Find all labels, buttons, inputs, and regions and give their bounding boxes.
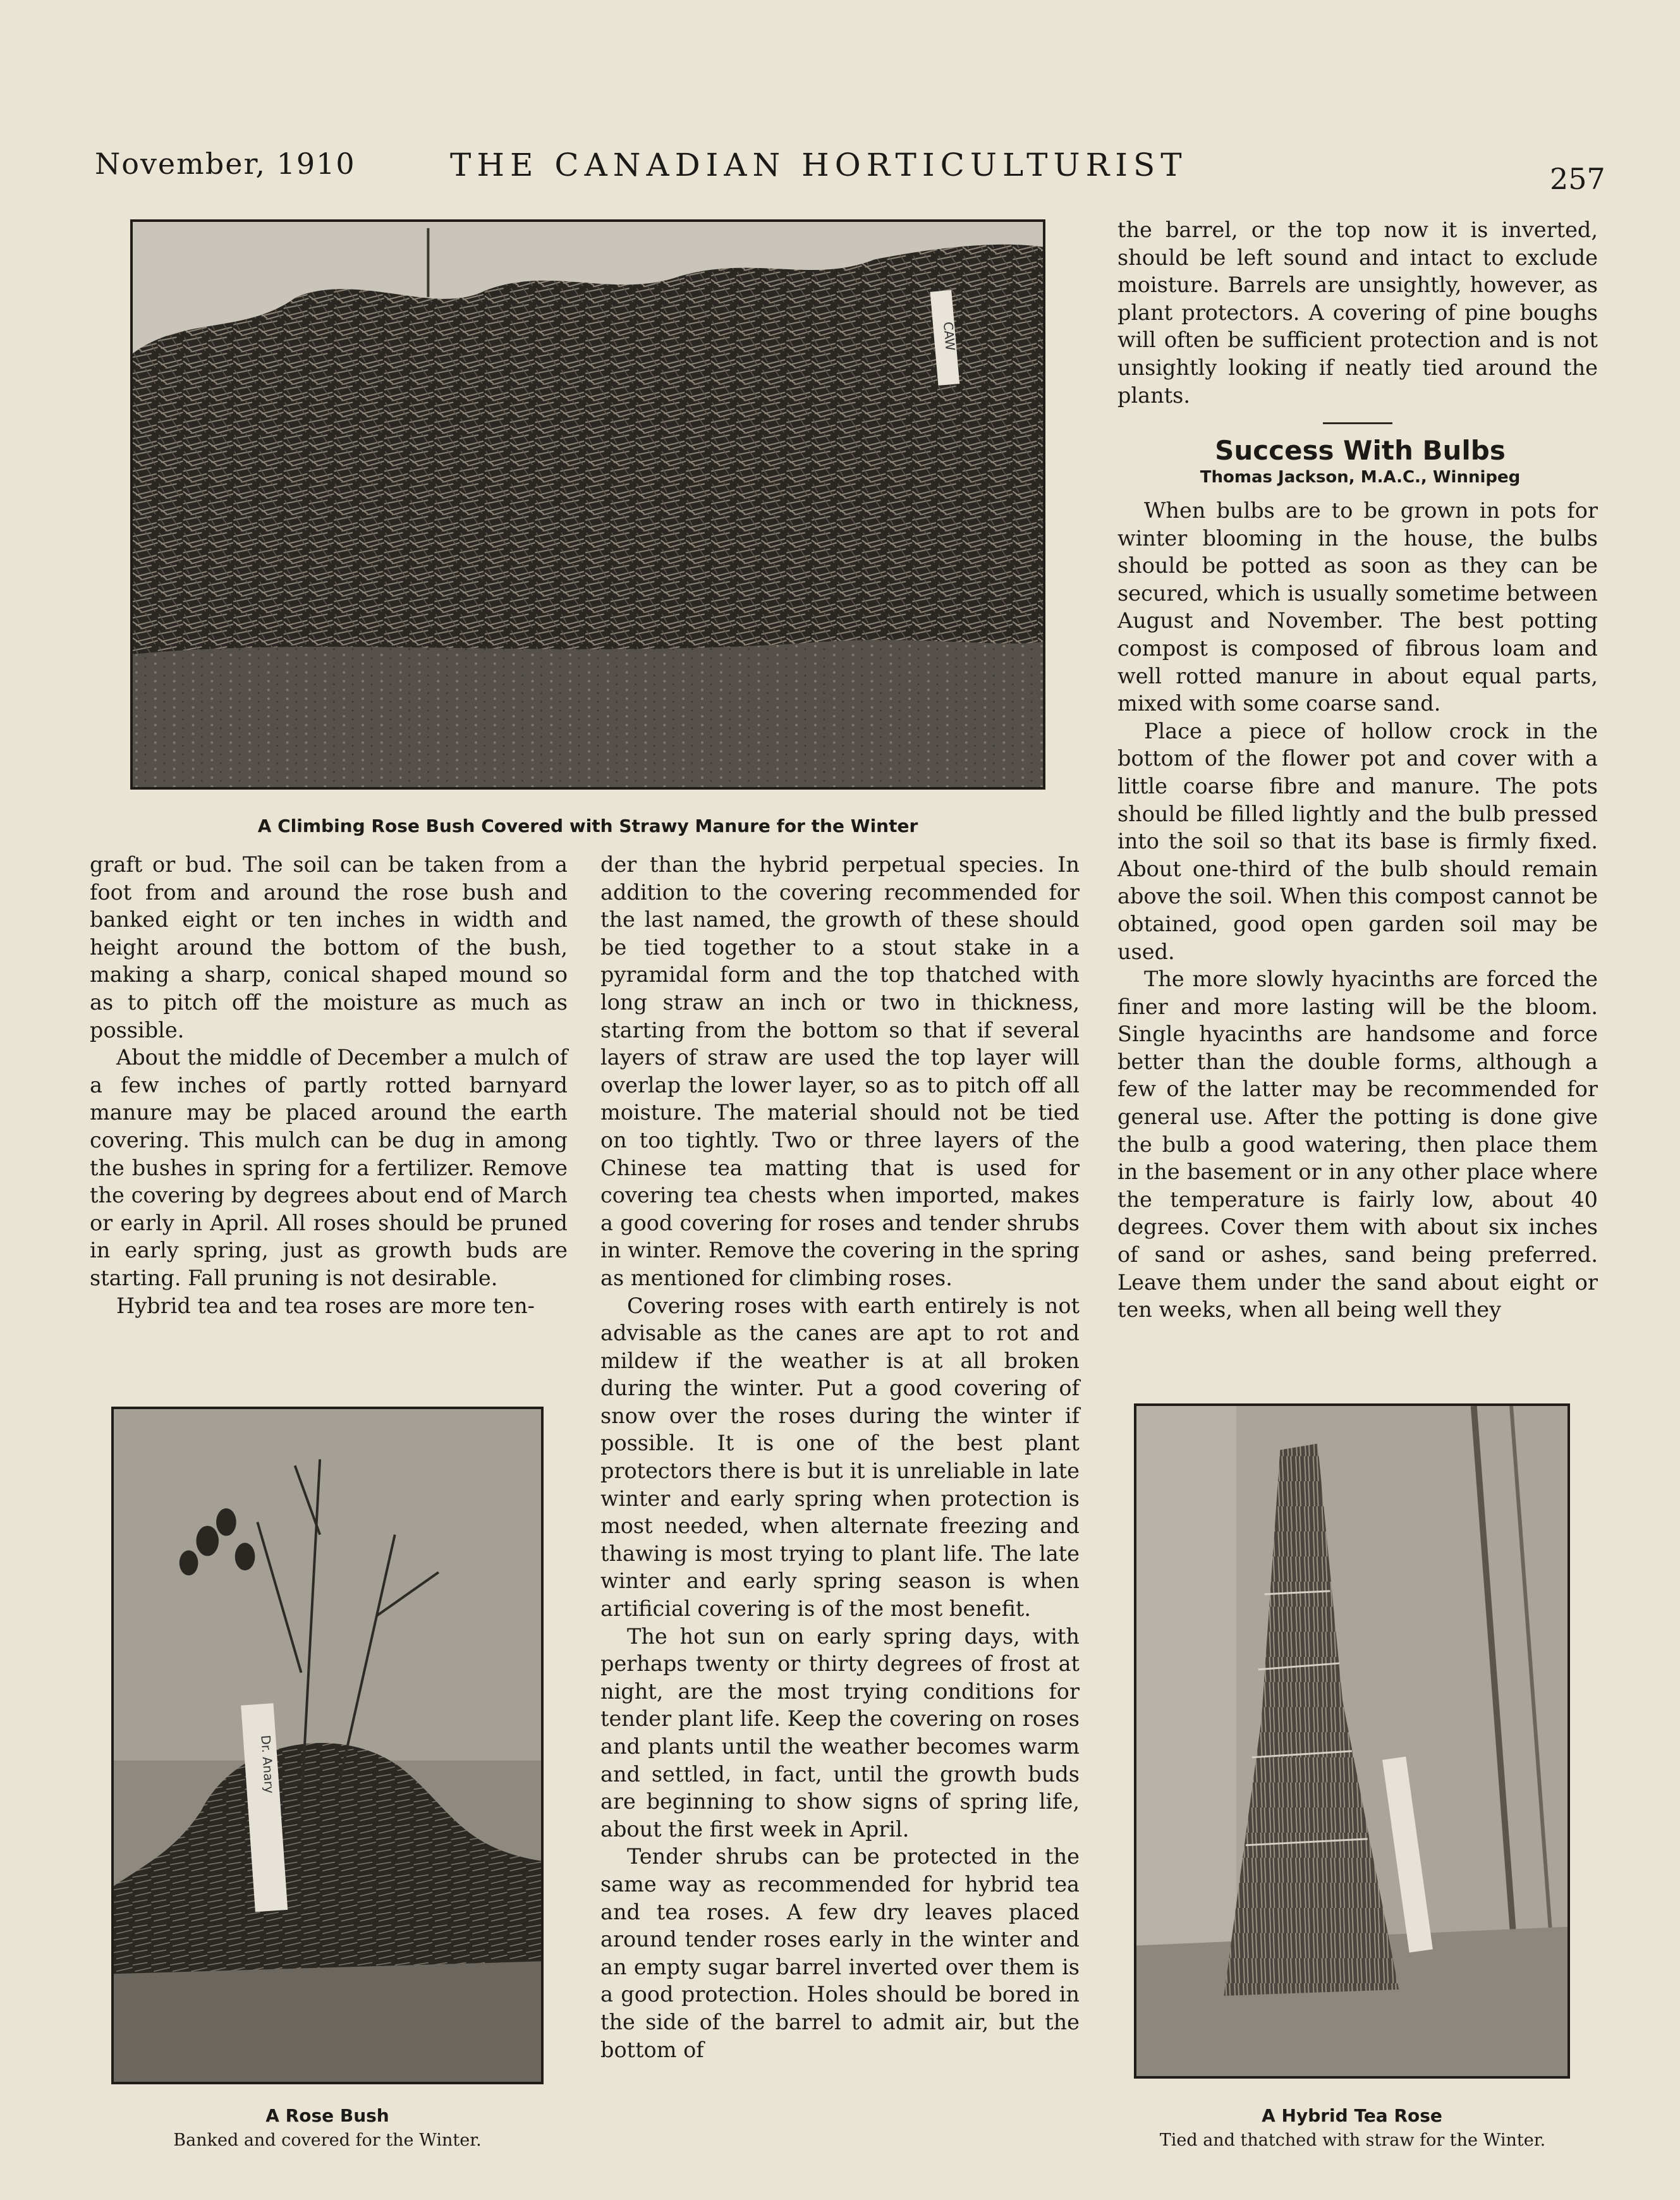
- climbing-rose-photo: [130, 219, 1045, 790]
- paragraph: The hot sun on early spring days, with perhaps twenty or thirty degrees of frost at night, are the most trying conditions for tender plant life. Keep the covering on roses and plants until the weather becomes warm and settled, in fact, until the growth buds are beginning to show signs of spring life, about the first week in April.: [600, 1623, 1080, 1842]
- paragraph: Tender shrubs can be protected in the same way as recommended for hybrid tea and tea roses. A few dry leaves placed around tender roses early in the winter and an empty sugar barrel inverted over them is a good protection. Holes should be bored in the side of the barrel to admit air, but the bottom of: [600, 1844, 1080, 2062]
- rose-bush-caption-title: A Rose Bush: [265, 2105, 389, 2126]
- bulbs-article-byline: Thomas Jackson, M.A.C., Winnipeg: [1200, 468, 1521, 487]
- section-divider: [1323, 422, 1392, 424]
- paragraph: graft or bud. The soil can be taken from a foot from and around the rose bush and banked eight or ten inches in width and height around the bottom of the bush, making a sharp, conical shaped mound so as to pitch off the moisture as much as possible.: [90, 852, 568, 1042]
- paragraph: Hybrid tea and tea roses are more ten-: [116, 1293, 535, 1318]
- paragraph: About the middle of December a mulch of a few inches of partly rotted barnyard manure may be placed around the earth covering. This mulch can be dug in among the bushes in spring for a fertilizer. Remove the covering by degrees about end of March or early in April. All roses should be pruned in early spring, just as growth buds are starting. Fall pruning is not desirable.: [90, 1045, 568, 1290]
- paragraph: Covering roses with earth entirely is not advisable as the canes are apt to rot and mildew if the weather is at all broken during the winter. Put a good covering of snow over the roses during the winter if possible. It is one of the best plant protectors there is but it is unreliable in late winter and early spring when protection is most needed, when alternate freezing and thawing is most trying to plant life. The late winter and early spring season is when artificial covering is of the most benefit.: [600, 1293, 1080, 1622]
- article-column-3: [1117, 216, 1598, 409]
- article-column-2: [600, 851, 1080, 2063]
- issue-date: November, 1910: [95, 147, 356, 181]
- hybrid-tea-rose-photo: [1134, 1403, 1570, 2079]
- page-number: 257: [1550, 162, 1605, 196]
- magazine-title: THE CANADIAN HORTICULTURIST: [450, 147, 1188, 183]
- bulbs-article-title: Success With Bulbs: [1215, 435, 1506, 466]
- stake-label: Dr. Anary: [258, 1734, 277, 1794]
- hybrid-rose-caption-subtitle: Tied and thatched with straw for the Winter.: [1159, 2130, 1546, 2150]
- stake-label: CAW: [940, 321, 958, 351]
- paragraph: the barrel, or the top now it is inverted, should be left sound and intact to exclude moisture. Barrels are unsightly, however, as plant protectors. A covering of pine boughs will often be sufficient protection and is not unsightly looking if neatly tied around the plants.: [1117, 217, 1598, 408]
- paragraph: der than the hybrid perpetual species. In addition to the covering recommended for the last named, the growth of these should be tied together to a stout stake in a pyramidal form and the top thatched with long straw an inch or two in thickness, starting from the bottom so that if several layers of straw are used the top layer will overlap the lower layer, so as to pitch off all moisture. The material should not be tied on too tightly. Two or three layers of the Chinese tea matting that is used for covering tea chests when imported, makes a good covering for roses and tender shrubs in winter. Remove the covering in the spring as mentioned for climbing roses.: [600, 852, 1080, 1290]
- paragraph: The more slowly hyacinths are forced the finer and more lasting will be the bloom. Single hyacinths are handsome and force better than the double forms, although a few of the latter may be recommended for general use. After the potting is done give the bulb a good watering, then place them in the basement or in any other place where the temperature is fairly low, about 40 degrees. Cover them with about six inches of sand or ashes, sand being preferred. Leave them under the sand about eight or ten weeks, when all being well they: [1117, 967, 1598, 1323]
- bulbs-article-body: [1117, 497, 1598, 1324]
- rose-bush-caption-subtitle: Banked and covered for the Winter.: [173, 2130, 482, 2150]
- hybrid-rose-caption-title: A Hybrid Tea Rose: [1262, 2105, 1442, 2126]
- top-photo-caption: A Climbing Rose Bush Covered with Strawy Manure for the Winter: [257, 816, 918, 836]
- article-column-1: [90, 851, 568, 1319]
- rose-bush-photo: [111, 1407, 544, 2084]
- paragraph: When bulbs are to be grown in pots for winter blooming in the house, the bulbs should be potted as soon as they can be secured, which is usually sometime between August and November. The best potting compost is composed of fibrous loam and well rotted manure in about equal parts, mixed with some coarse sand.: [1117, 498, 1598, 716]
- paragraph: Place a piece of hollow crock in the bottom of the flower pot and cover with a little coarse fibre and manure. The pots should be filled lightly and the bulb pressed into the soil so that its base is firmly fixed. About one-third of the bulb should remain above the soil. When this compost cannot be obtained, good open garden soil may be used.: [1117, 718, 1598, 964]
